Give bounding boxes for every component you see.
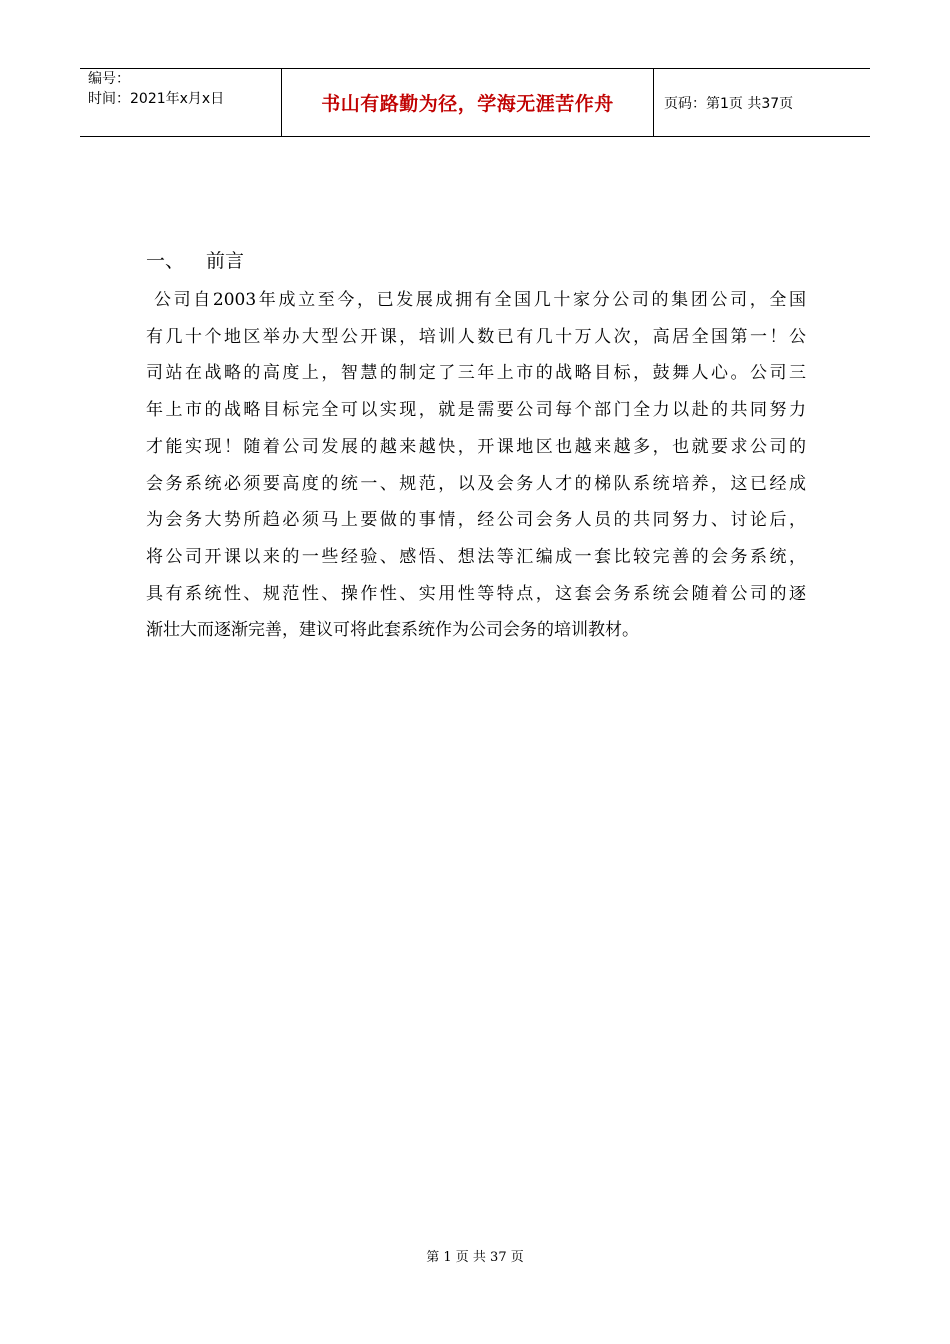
section-title: 前言 [206, 250, 245, 272]
paragraph-line: 为会务大势所趋必须马上要做的事情，经公司会务人员的共同努力、讨论后， [146, 510, 806, 531]
section-number: 一、 [146, 250, 185, 272]
header-motto-cell [282, 69, 654, 136]
paragraph-line: 才能实现！随着公司发展的越来越快，开课地区也越来越多，也就要求公司的 [146, 436, 806, 457]
paragraph-line: 年上市的战略目标完全可以实现，就是需要公司每个部门全力以赴的共同努力 [146, 400, 806, 421]
section-heading [146, 246, 244, 273]
paragraph-line: 会务系统必须要高度的统一、规范，以及会务人才的梯队系统培养，这已经成 [146, 473, 806, 494]
header-meta-cell [80, 69, 282, 136]
document-date: 时间：2021年x月x日 [88, 91, 225, 107]
paragraph-line: 将公司开课以来的一些经验、感悟、想法等汇编成一套比较完善的会务系统， [146, 546, 806, 567]
body-paragraph [146, 282, 806, 649]
paragraph-line: 渐壮大而逐渐完善，建议可将此套系统作为公司会务的培训教材。 [146, 620, 639, 641]
header-motto: 书山有路勤为径，学海无涯苦作舟 [321, 93, 614, 115]
page-header [80, 68, 870, 137]
page-footer: 第 1 页 共 37 页 [426, 1250, 524, 1265]
paragraph-line: 具有系统性、规范性、操作性、实用性等特点，这套会务系统会随着公司的逐 [146, 583, 806, 604]
header-page-cell [654, 69, 870, 136]
paragraph-line: 公司自2003年成立至今，已发展成拥有全国几十家分公司的集团公司，全国 [154, 290, 806, 310]
paragraph-line: 司站在战略的高度上，智慧的制定了三年上市的战略目标，鼓舞人心。公司三 [146, 363, 806, 384]
paragraph-line: 有几十个地区举办大型公开课，培训人数已有几十万人次，高居全国第一！公 [146, 326, 806, 347]
header-page-info: 页码：第1页 共37页 [664, 95, 794, 112]
document-number-label: 编号： [88, 71, 130, 87]
